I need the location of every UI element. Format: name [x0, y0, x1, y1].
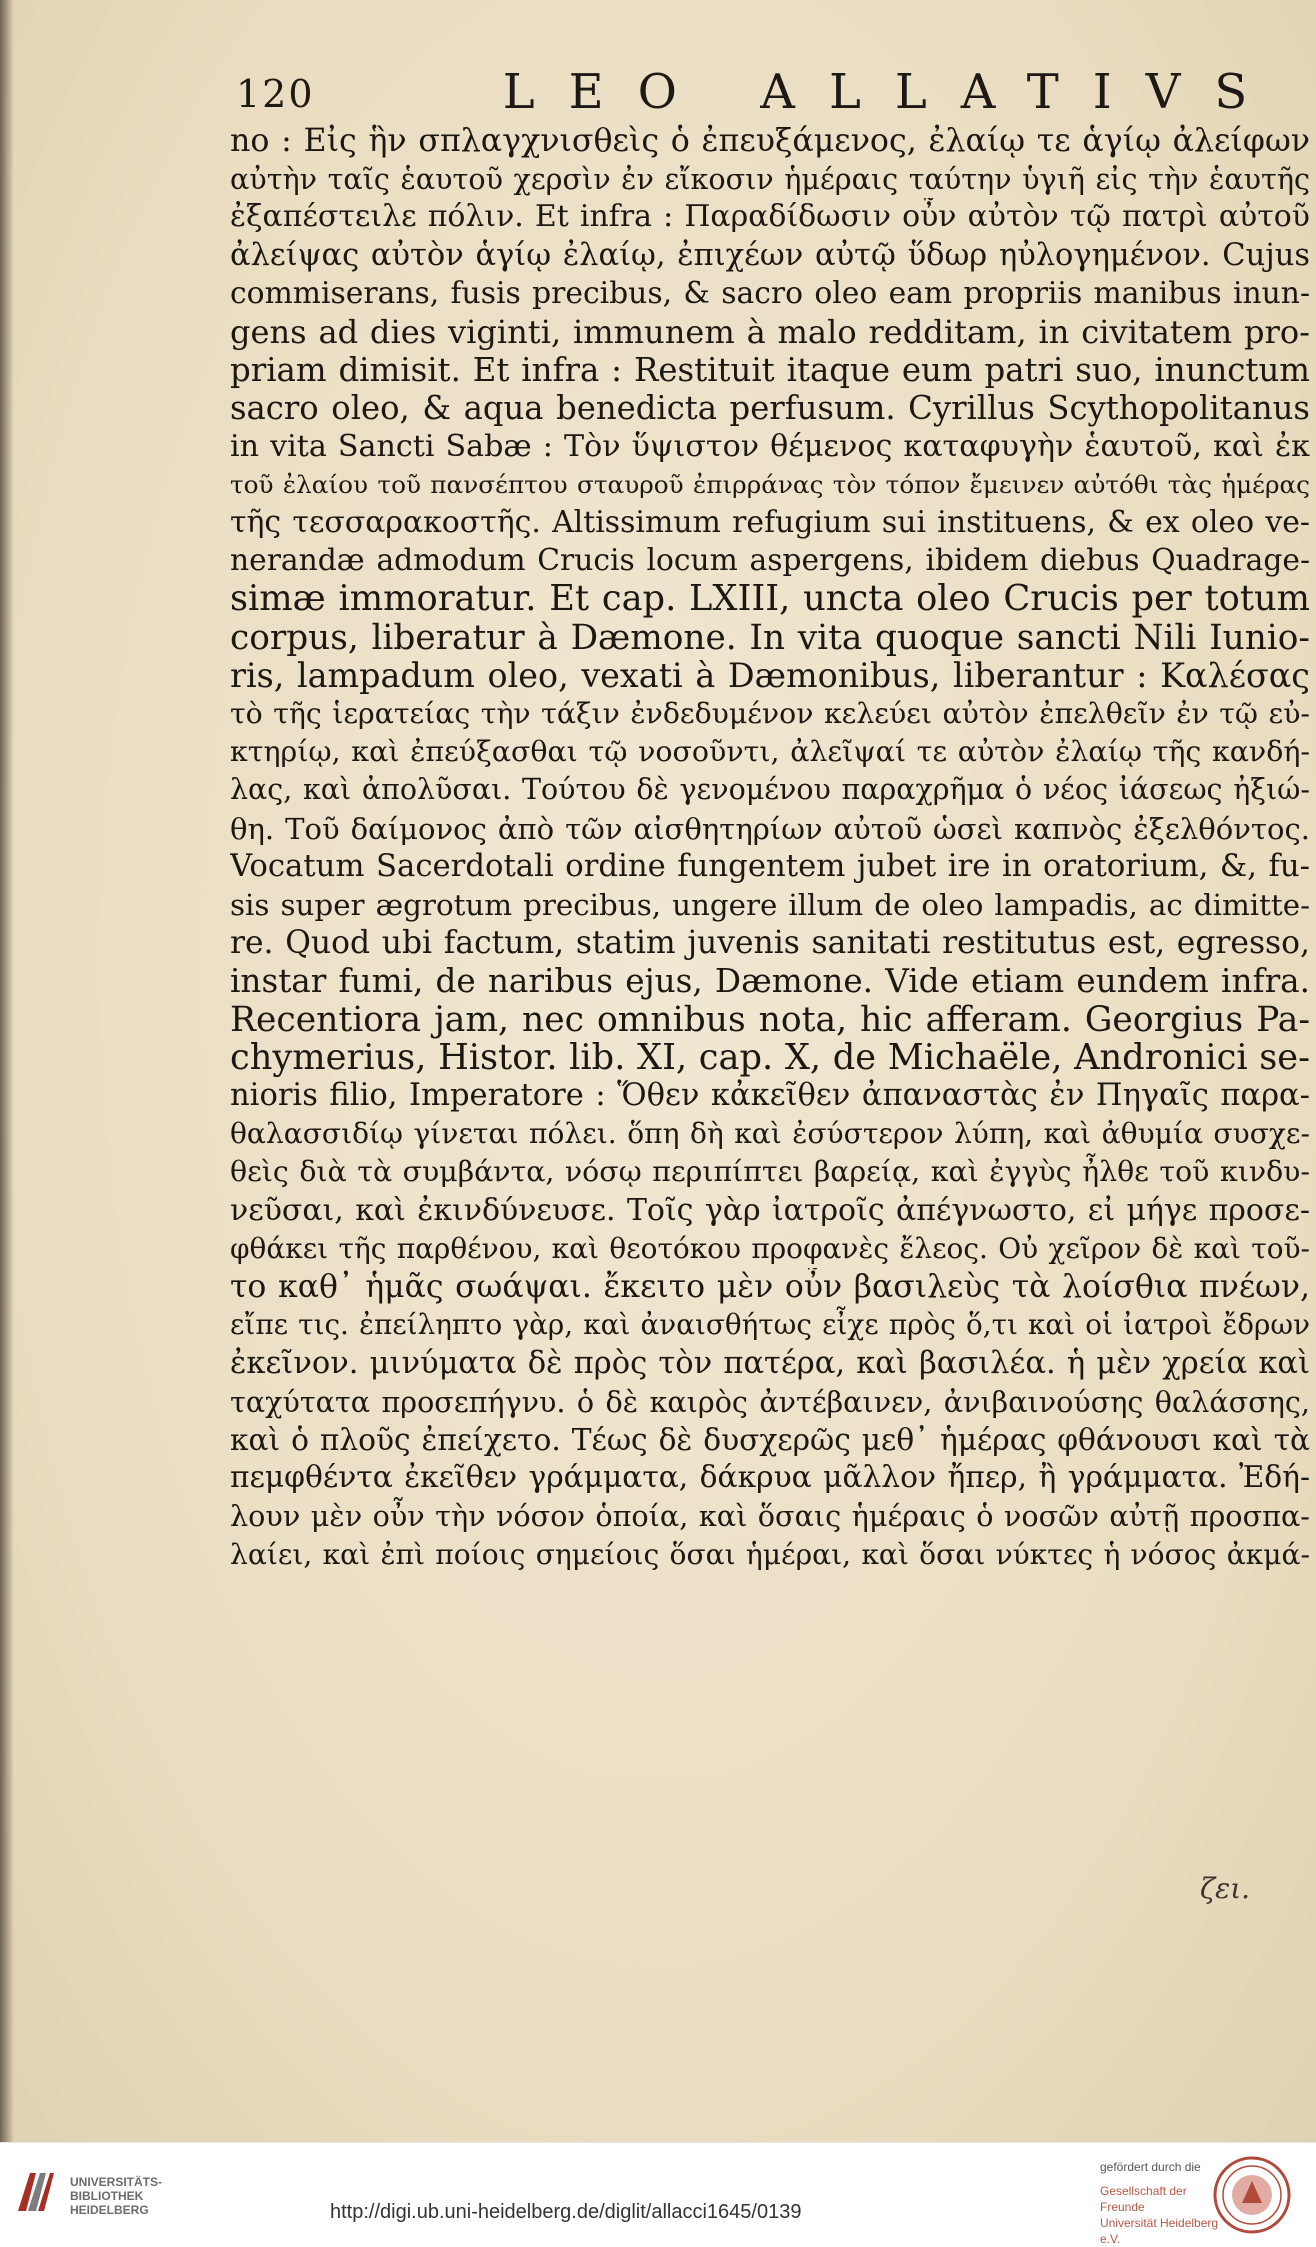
text-line: ris, lampadum oleo, vexati à Dæmonibus, liberantur : Καλέσας: [230, 656, 1310, 695]
text-line: το καθ᾽ ἡμᾶς σωάψαι. ἔκειτο μὲν οὖν βασιλεὺς τὰ λοίσθια πνέων,: [230, 1269, 1310, 1306]
text-line: re. Quod ubi factum, statim juvenis sanitati restitutus est, egresso,: [230, 925, 1310, 962]
catchword: ζει.: [1200, 1872, 1251, 1905]
text-line: sis super ægrotum precibus, ungere illum de oleo lampadis, ac dimitte-: [230, 888, 1310, 923]
page-number: 120: [236, 72, 315, 116]
page-header: [236, 64, 1282, 124]
text-line: κτηρίῳ, καὶ ἐπεύξασθαι τῷ νοσοῦντι, ἀλεῖψαί τε αὐτὸν ἐλαίῳ τῆς κανδή-: [230, 735, 1310, 769]
text-line: θεὶς διὰ τὰ συμβάντα, νόσῳ περιπίπτει βαρείᾳ, καὶ ἐγγὺς ἦλθε τοῦ κινδυ-: [230, 1155, 1310, 1189]
text-line: nerandæ admodum Crucis locum aspergens, ibidem diebus Quadrage-: [230, 543, 1310, 579]
text-line: καὶ ὁ πλοῦς ἐπείχετο. Τέως δὲ δυσχερῶς μεθ᾽ ἡμέρας φθάνουσι καὶ τὰ: [230, 1421, 1310, 1457]
text-line: simæ immoratur. Et cap. LXIII, uncta oleo Crucis per totum: [230, 580, 1310, 619]
text-block: [230, 122, 1310, 1574]
text-line: no : Εἰς ἣν σπλαγχνισθεὶς ὁ ἐπευξάμενος, ἐλαίῳ τε ἁγίῳ ἀλείφων: [230, 123, 1310, 159]
text-line: θη. Τοῦ δαίμονος ἀπὸ τῶν αἰσθητηρίων αὐτοῦ ὡσεὶ καπνὸς ἐξελθόντος.: [230, 811, 1310, 846]
running-title: LEO ALLATIVS: [502, 64, 1282, 120]
text-line: τῆς τεσσαρακοστῆς. Altissimum refugium sui instituens, & ex oleo ve-: [230, 505, 1310, 541]
text-line: commiserans, fusis precibus, & sacro oleo eam propriis manibus inun-: [230, 275, 1310, 311]
text-line: ἐξαπέστειλε πόλιν. Et infra : Παραδίδωσιν οὖν αὐτὸν τῷ πατρὶ αὐτοῦ: [230, 199, 1310, 235]
text-line: ἐκεῖνον. μινύματα δὲ πρὸς τὸν πατέρα, καὶ βασιλέα. ἡ μὲν χρεία καὶ: [230, 1345, 1310, 1381]
text-line: θαλασσιδίῳ γίνεται πόλει. ὅπη δὴ καὶ ἐσύστερον λύπη, καὶ ἀθυμία συσχε-: [230, 1117, 1310, 1151]
text-line: sacro oleo, & aqua benedicta perfusum. Cyrillus Scythopolitanus: [230, 389, 1310, 428]
text-line: τοῦ ἐλαίου τοῦ πανσέπτου σταυροῦ ἐπιρράνας τὸν τόπον ἔμεινεν αὐτόθι τὰς ἡμέρας: [230, 469, 1310, 499]
sponsor-intro: gefördert durch die: [1100, 2160, 1201, 2174]
text-line: λουν μὲν οὖν τὴν νόσον ὁποία, καὶ ὅσαις ἡμέραις ὁ νοσῶν αὐτῇ προσπα-: [230, 1499, 1310, 1534]
permalink-url[interactable]: http://digi.ub.uni-heidelberg.de/diglit/allacci1645/0139: [330, 2201, 802, 2223]
sponsor-credit[interactable]: [1100, 2159, 1230, 2247]
text-line: ἀλείψας αὐτὸν ἁγίῳ ἐλαίῳ, ἐπιχέων αὐτῷ ὕδωρ ηὐλογημένον. Cujus: [230, 237, 1310, 273]
library-logo-icon: [14, 2167, 58, 2215]
text-line: φθάκει τῆς παρθένου, καὶ θεοτόκου προφανὲς ἔλεος. Οὐ χεῖρον δὲ καὶ τοῦ-: [230, 1231, 1310, 1265]
text-line: Recentiora jam, nec omnibus nota, hic afferam. Georgius Pa-: [230, 1000, 1310, 1039]
viewer-footer: [0, 2142, 1316, 2246]
sponsor-org-line-1: Gesellschaft der Freunde: [1100, 2184, 1187, 2214]
text-line: priam dimisit. Et infra : Restituit itaque eum patri suo, inunctum: [230, 351, 1310, 390]
library-name: UNIVERSITÄTS- BIBLIOTHEK HEIDELBERG: [70, 2175, 163, 2217]
text-line: in vita Sancti Sabæ : Τὸν ὕψιστον θέμενος καταφυγὴν ἑαυτοῦ, καὶ ἐκ: [230, 428, 1310, 464]
text-line: corpus, liberatur à Dæmone. In vita quoque sancti Nili Iunio-: [230, 618, 1310, 657]
text-line: εἴπε τις. ἐπείληπτο γὰρ, καὶ ἀναισθήτως εἶχε πρὸς ὅ,τι καὶ οἱ ἰατροὶ ἔδρων: [230, 1308, 1310, 1342]
text-line: instar fumi, de naribus ejus, Dæmone. Vide etiam eundem infra.: [230, 962, 1310, 1001]
text-line: λαίει, καὶ ἐπὶ ποίοις σημείοις ὅσαι ἡμέραι, καὶ ὅσαι νύκτες ἡ νόσος ἀκμά-: [230, 1537, 1310, 1571]
university-seal-icon: [1212, 2155, 1292, 2235]
library-logo[interactable]: [14, 2161, 178, 2225]
binding-shadow: [0, 0, 14, 2142]
text-line: πεμφθέντα ἐκεῖθεν γράμματα, δάκρυα μᾶλλον ἤπερ, ἢ γράμματα. Ἐδή-: [230, 1460, 1310, 1496]
text-line: chymerius, Histor. lib. XI, cap. X, de Michaële, Andronici se-: [230, 1038, 1310, 1078]
sponsor-org-line-2: Universität Heidelberg e.V.: [1100, 2216, 1219, 2246]
text-line: Vocatum Sacerdotali ordine fungentem jubet ire in oratorium, &, fu-: [230, 848, 1310, 884]
text-line: gens ad dies viginti, immunem à malo redditam, in civitatem pro-: [230, 313, 1310, 352]
text-line: λας, καὶ ἀπολῦσαι. Τούτου δὲ γενομένου παραχρῆμα ὁ νέος ἰάσεως ἠξιώ-: [230, 773, 1310, 807]
text-line: νεῦσαι, καὶ ἐκινδύνευσε. Τοῖς γὰρ ἰατροῖς ἀπέγνωστο, εἰ μήγε προσε-: [230, 1192, 1310, 1228]
text-line: nioris filio, Imperatore : Ὅθεν κἀκεῖθεν ἀπαναστὰς ἐν Πηγαῖς παρα-: [230, 1078, 1310, 1114]
text-line: ταχύτατα προσεπήγνυ. ὁ δὲ καιρὸς ἀντέβαινεν, ἀνιβαινούσης θαλάσσης,: [230, 1384, 1310, 1419]
text-line: τὸ τῆς ἱερατείας τὴν τάξιν ἐνδεδυμένον κελεύει αὐτὸν ἐπελθεῖν ἐν τῷ εὐ-: [230, 697, 1310, 731]
text-line: αὐτὴν ταῖς ἑαυτοῦ χερσὶν ἐν εἴκοσιν ἡμέραις ταύτην ὑγιῆ εἰς τὴν ἑαυτῆς: [230, 162, 1310, 197]
